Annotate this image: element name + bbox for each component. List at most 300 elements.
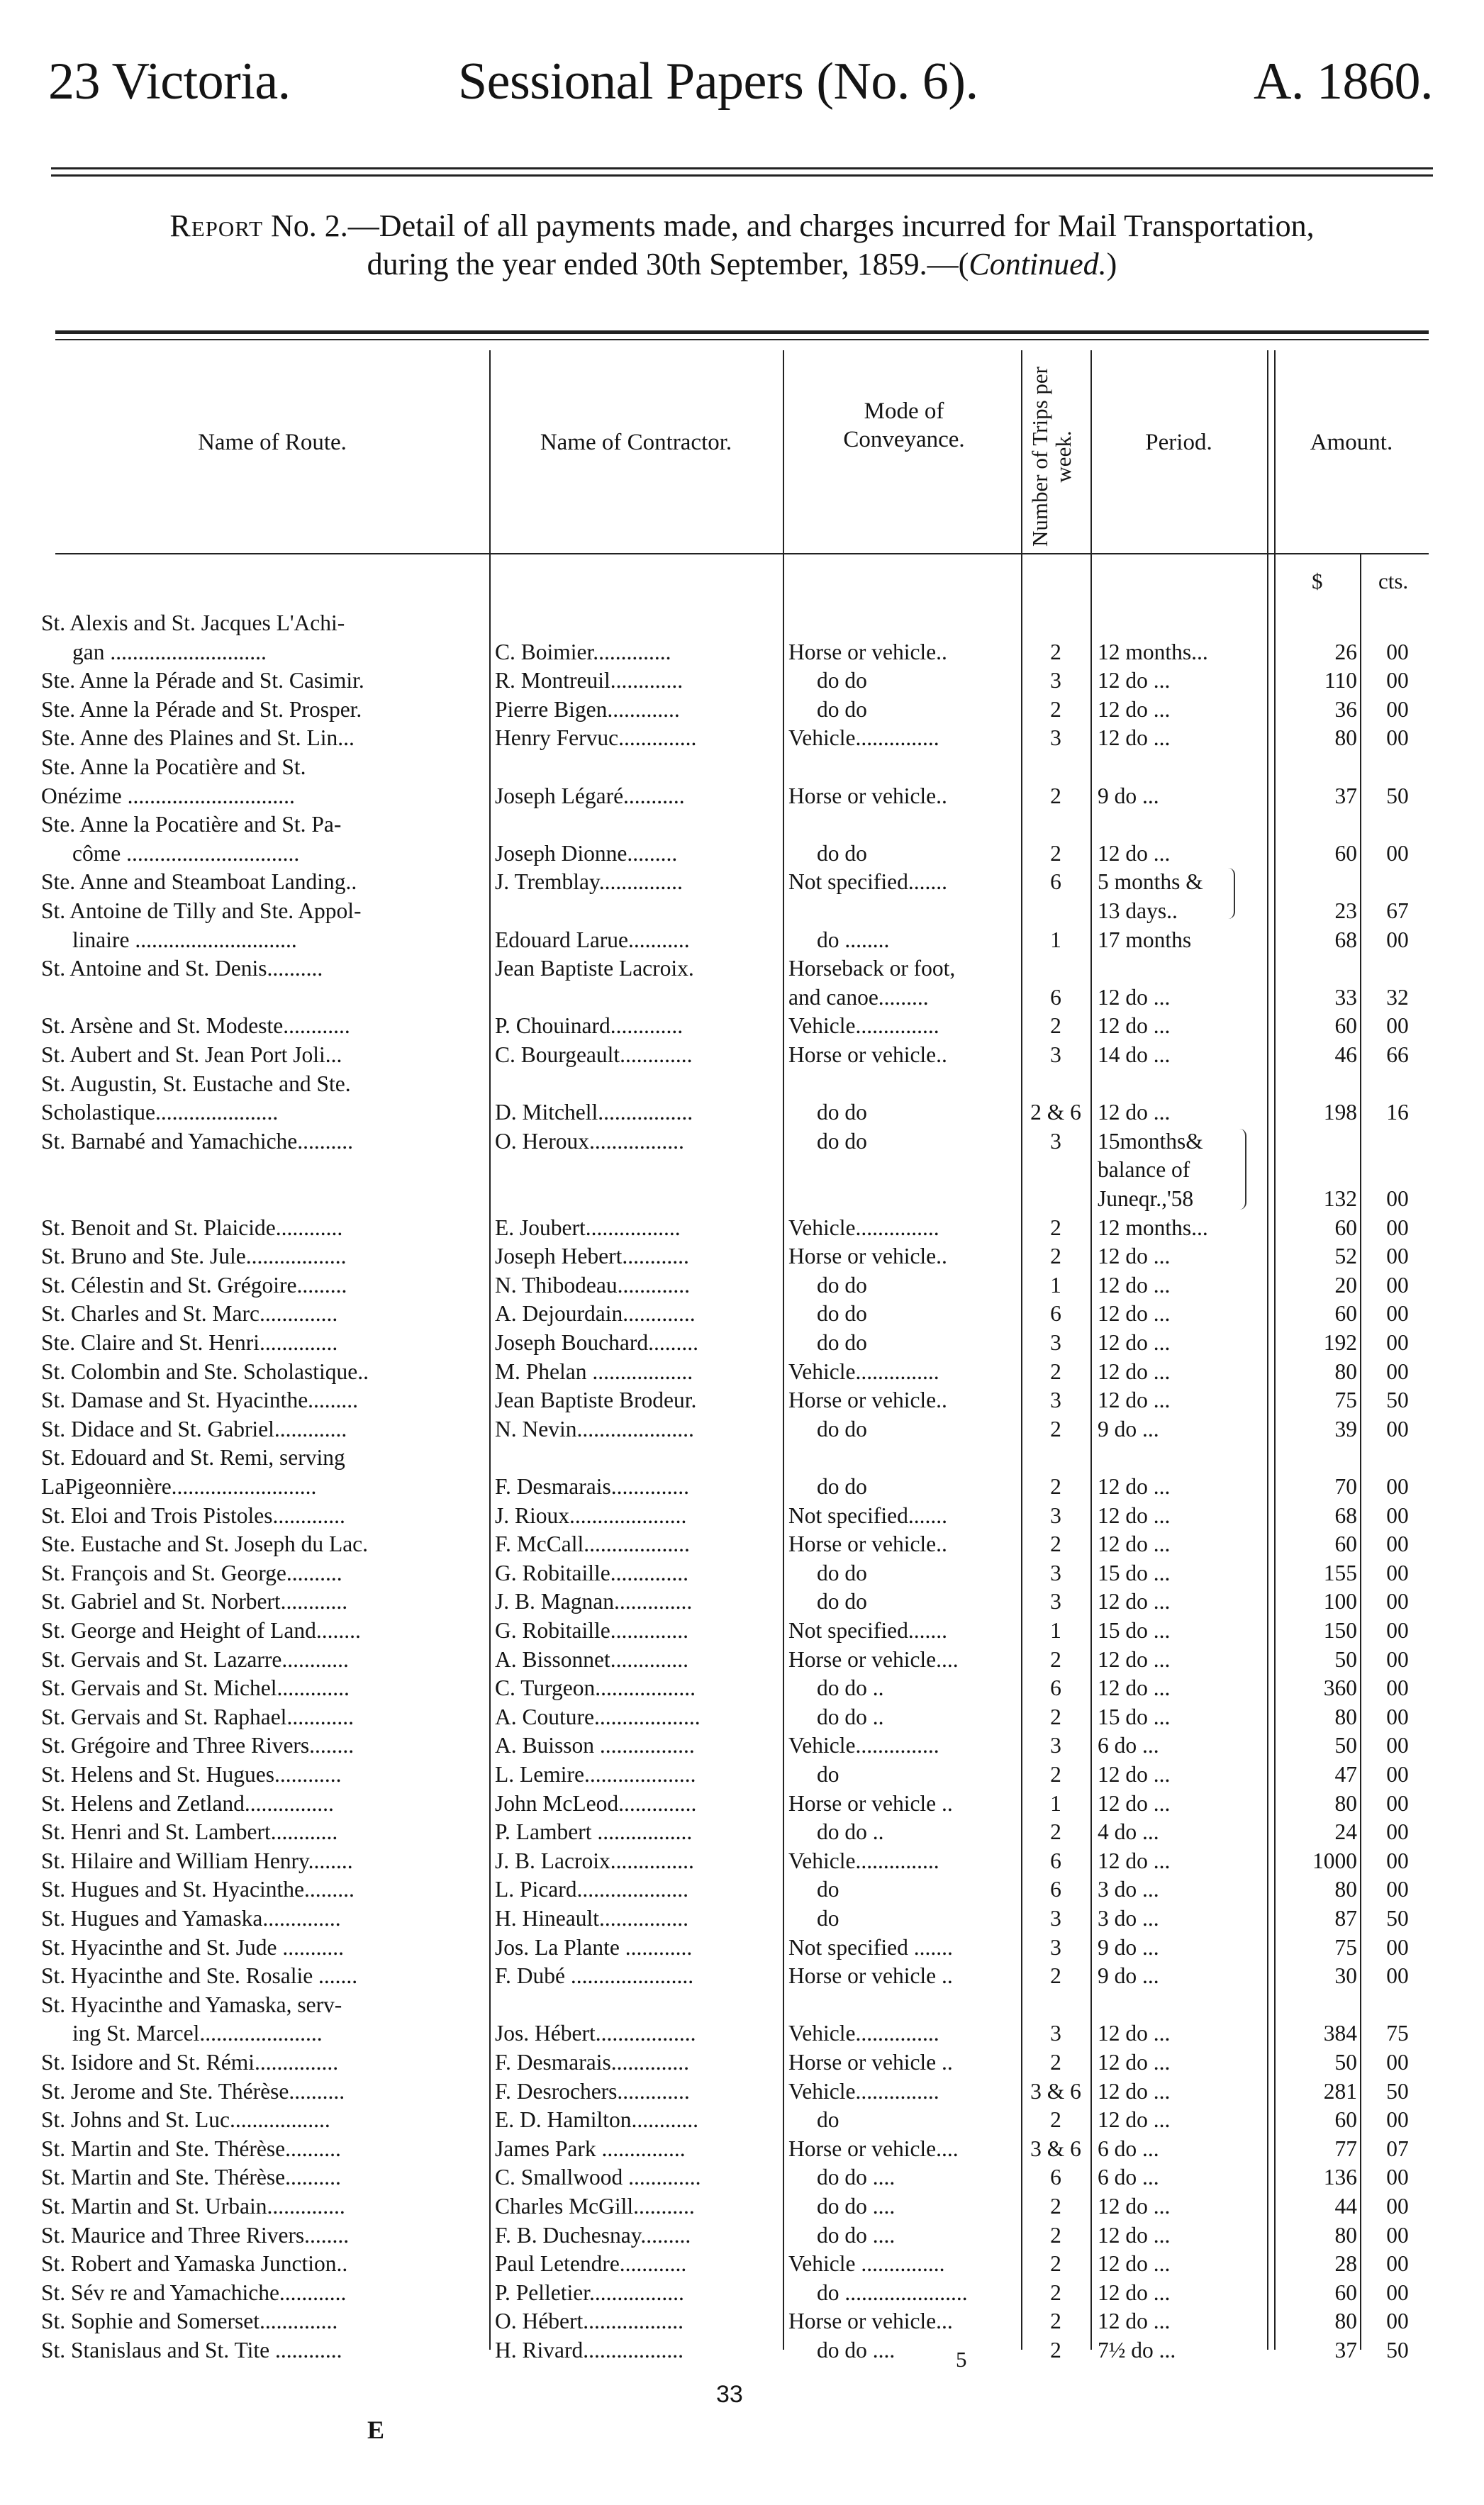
amount-dollars: 1000 xyxy=(1312,1848,1357,1873)
period: 9 do ... xyxy=(1098,1934,1159,1960)
trips-per-week: 3 xyxy=(1050,1589,1061,1614)
contractor-name: G. Robitaille.............. xyxy=(495,1618,688,1643)
table-row xyxy=(0,1817,1484,1846)
route-name: St. Gervais and St. Michel............. xyxy=(41,1675,350,1701)
period: 12 do ... xyxy=(1098,1675,1171,1701)
conveyance-mode: Horse or vehicle.. xyxy=(788,639,947,664)
contractor-name: O. Hébert.................. xyxy=(495,2309,684,2334)
table-row xyxy=(0,2105,1484,2134)
contractor-name: A. Dejourdain............. xyxy=(495,1301,696,1327)
trips-per-week: 3 xyxy=(1050,668,1061,693)
period: 9 do ... xyxy=(1098,1963,1159,1989)
conveyance-mode xyxy=(788,1990,1021,2019)
period: 6 do ... xyxy=(1098,1733,1159,1758)
amount-dollars: 68 xyxy=(1334,927,1357,952)
amount-cents: 00 xyxy=(1386,1502,1409,1528)
period: 12 do ... xyxy=(1098,725,1171,751)
contractor-name: H. Hineault................ xyxy=(495,1906,688,1931)
trips-per-week xyxy=(1021,1443,1090,1472)
amount-dollars: 37 xyxy=(1334,783,1357,808)
amount-dollars xyxy=(1278,1990,1357,2019)
contractor-name xyxy=(495,1990,781,2019)
table-row xyxy=(0,1990,1484,2019)
amount-dollars: 24 xyxy=(1334,1819,1357,1845)
table-row xyxy=(0,695,1484,724)
amount-dollars: 44 xyxy=(1334,2194,1357,2219)
trips-per-week xyxy=(1021,608,1090,637)
contractor-name: N. Thibodeau............. xyxy=(495,1272,691,1298)
route-name: LaPigeonnière.......................... xyxy=(41,1474,317,1499)
period: 12 do ... xyxy=(1098,1589,1171,1614)
conveyance-mode: Vehicle............... xyxy=(788,1733,939,1758)
period: Juneqr.,'58 xyxy=(1098,1186,1194,1211)
amount-cents: 00 xyxy=(1386,1013,1409,1039)
route-name: St. François and St. George.......... xyxy=(41,1560,342,1585)
route-name: côme ............................... xyxy=(72,840,300,866)
period: 12 do ... xyxy=(1098,1762,1171,1787)
contractor-name: James Park ............... xyxy=(495,2136,686,2161)
amount-dollars: 136 xyxy=(1323,2165,1357,2190)
contractor-name: Charles McGill........... xyxy=(495,2194,695,2219)
amount-dollars: 47 xyxy=(1334,1762,1357,1787)
trips-per-week: 3 xyxy=(1050,1502,1061,1528)
route-name xyxy=(41,1155,488,1184)
amount-dollars: 50 xyxy=(1334,1733,1357,1758)
trips-per-week: 3 xyxy=(1050,2021,1061,2046)
contractor-name: C. Bourgeault............. xyxy=(495,1042,693,1067)
conveyance-mode: do do xyxy=(817,1416,867,1441)
amount-dollars: 50 xyxy=(1334,2050,1357,2075)
trips-per-week xyxy=(1021,896,1090,925)
table-row xyxy=(0,2019,1484,2048)
contractor-name: Henry Fervuc.............. xyxy=(495,725,697,751)
conveyance-mode: do do xyxy=(817,696,867,722)
period: 12 do ... xyxy=(1098,2222,1171,2248)
conveyance-mode: do do .... xyxy=(817,2165,896,2190)
route-name: St. Didace and St. Gabriel............. xyxy=(41,1416,347,1441)
cents-unit-label: cts. xyxy=(1378,569,1409,593)
amount-cents: 00 xyxy=(1386,2194,1409,2219)
table-row xyxy=(0,1501,1484,1530)
contractor-name: Joseph Bouchard......... xyxy=(495,1330,698,1355)
table-row xyxy=(0,1731,1484,1760)
contractor-name: Pierre Bigen............. xyxy=(495,696,680,722)
trips-per-week: 2 xyxy=(1050,1013,1061,1039)
table-row xyxy=(0,1846,1484,1875)
page-number: 33 xyxy=(716,2381,743,2408)
conveyance-mode: Horse or vehicle.. xyxy=(788,783,947,808)
conveyance-mode: do do xyxy=(817,668,867,693)
table-row xyxy=(0,1760,1484,1789)
route-name: Ste. Anne la Pocatière and St. Pa- xyxy=(41,812,342,837)
period xyxy=(1098,954,1263,983)
trips-per-week: 2 xyxy=(1050,2107,1061,2133)
route-name: St. Sév re and Yamachiche............ xyxy=(41,2280,347,2305)
amount-dollars: 68 xyxy=(1334,1502,1357,1528)
period-brace xyxy=(1235,1129,1246,1210)
contractor-name: F. Desrochers............. xyxy=(495,2078,690,2104)
amount-dollars: 60 xyxy=(1334,2280,1357,2305)
route-name: St. Hugues and St. Hyacinthe......... xyxy=(41,1877,355,1902)
table-row xyxy=(0,1385,1484,1415)
amount-dollars: 77 xyxy=(1334,2136,1357,2161)
dollars-unit-label: $ xyxy=(1312,569,1323,593)
period: 12 do ... xyxy=(1098,1330,1171,1355)
trips-per-week: 2 xyxy=(1050,696,1061,722)
period: 4 do ... xyxy=(1098,1819,1159,1845)
conveyance-mode: do do .... xyxy=(817,2338,896,2362)
conveyance-mode: and canoe......... xyxy=(788,984,929,1010)
amount-dollars: 80 xyxy=(1334,725,1357,751)
route-name: St. Gabriel and St. Norbert............ xyxy=(41,1589,348,1614)
table-row xyxy=(0,2077,1484,2106)
amount-dollars xyxy=(1278,608,1357,637)
conveyance-mode: do do xyxy=(817,1589,867,1614)
contractor-name: P. Chouinard............. xyxy=(495,1013,684,1039)
amount-dollars xyxy=(1278,1127,1357,1156)
contractor-name: J. B. Magnan.............. xyxy=(495,1589,693,1614)
trips-per-week: 2 & 6 xyxy=(1030,1100,1081,1125)
route-name: Ste. Anne des Plaines and St. Lin... xyxy=(41,725,355,751)
route-name: Ste. Anne la Pocatière and St. xyxy=(41,754,306,779)
table-row xyxy=(0,1472,1484,1501)
amount-cents: 00 xyxy=(1386,725,1409,751)
contractor-name: Jos. La Plante ............ xyxy=(495,1934,693,1960)
period: 12 do ... xyxy=(1098,1244,1171,1269)
period xyxy=(1098,1990,1263,2019)
period: 12 months... xyxy=(1098,639,1208,664)
amount-dollars: 37 xyxy=(1334,2338,1357,2362)
contractor-name: Jean Baptiste Lacroix. xyxy=(495,956,694,981)
amount-dollars: 198 xyxy=(1323,1100,1357,1125)
contractor-name: F. B. Duchesnay......... xyxy=(495,2222,691,2248)
amount-cents: 00 xyxy=(1386,1733,1409,1758)
contractor-name: J. Tremblay............... xyxy=(495,869,683,895)
continued-label: Continued. xyxy=(969,246,1107,281)
route-name: Ste. Claire and St. Henri.............. xyxy=(41,1330,338,1355)
trips-per-week: 3 xyxy=(1050,1906,1061,1931)
table-row xyxy=(0,1098,1484,1127)
table-row xyxy=(0,1242,1484,1271)
amount-dollars: 20 xyxy=(1334,1272,1357,1298)
trips-per-week: 3 xyxy=(1050,1934,1061,1960)
trips-per-week: 2 xyxy=(1050,639,1061,664)
route-name: St. Jerome and Ste. Thérèse.......... xyxy=(41,2078,345,2104)
table-row xyxy=(0,1357,1484,1386)
table-row xyxy=(0,1415,1484,1444)
trips-per-week: 2 xyxy=(1050,1646,1061,1672)
amount-cents: 00 xyxy=(1386,840,1409,866)
period: 12 months... xyxy=(1098,1215,1208,1240)
table-row xyxy=(0,1673,1484,1702)
column-header-amount: Amount. xyxy=(1310,430,1393,455)
trips-per-week: 2 xyxy=(1050,1532,1061,1557)
period: 12 do ... xyxy=(1098,1301,1171,1327)
table-row xyxy=(0,752,1484,781)
route-name: Ste. Eustache and St. Joseph du Lac. xyxy=(41,1532,369,1557)
amount-dollars xyxy=(1278,810,1357,839)
contractor-name xyxy=(495,1155,781,1184)
table-row xyxy=(0,1443,1484,1472)
amount-dollars: 110 xyxy=(1324,668,1357,693)
contractor-name: A. Buisson ................. xyxy=(495,1733,695,1758)
table-top-rule-thin xyxy=(55,339,1429,340)
amount-dollars: 75 xyxy=(1334,1388,1357,1413)
conveyance-mode: Horse or vehicle.. xyxy=(788,1388,947,1413)
table-row xyxy=(0,2278,1484,2307)
contractor-name xyxy=(495,608,781,637)
stray-mark: 5 xyxy=(956,2347,967,2372)
amount-cents xyxy=(1368,608,1427,637)
route-name: Scholastique...................... xyxy=(41,1100,279,1125)
route-name: St. Eloi and Trois Pistoles............. xyxy=(41,1502,345,1528)
period: 3 do ... xyxy=(1098,1906,1159,1931)
route-name: ing St. Marcel...................... xyxy=(72,2021,323,2046)
trips-per-week: 3 & 6 xyxy=(1030,2078,1081,2104)
contractor-name: Edouard Larue........... xyxy=(495,927,690,952)
route-name: St. Aubert and St. Jean Port Joli... xyxy=(41,1042,342,1067)
table-row xyxy=(0,1011,1484,1040)
table-row xyxy=(0,1127,1484,1156)
trips-per-week: 3 xyxy=(1050,1042,1061,1067)
amount-dollars: 60 xyxy=(1334,840,1357,866)
conveyance-mode xyxy=(788,608,1021,637)
amount-dollars: 80 xyxy=(1334,1358,1357,1384)
conveyance-mode: Horse or vehicle .. xyxy=(788,1790,953,1816)
trips-per-week xyxy=(1021,752,1090,781)
conveyance-mode xyxy=(788,810,1021,839)
contractor-name: N. Nevin..................... xyxy=(495,1416,694,1441)
conveyance-mode: Horse or vehicle .. xyxy=(788,1963,953,1989)
contractor-name: Paul Letendre............ xyxy=(495,2251,687,2277)
table-row xyxy=(0,983,1484,1012)
amount-dollars xyxy=(1278,1155,1357,1184)
amount-cents: 00 xyxy=(1386,1358,1409,1384)
period: 12 do ... xyxy=(1098,2280,1171,2305)
contractor-name: O. Heroux................. xyxy=(495,1128,684,1154)
amount-dollars: 60 xyxy=(1334,2107,1357,2133)
period: 15 do ... xyxy=(1098,1560,1171,1585)
conveyance-mode: Not specified....... xyxy=(788,1502,947,1528)
trips-per-week xyxy=(1021,954,1090,983)
amount-cents: 00 xyxy=(1386,1819,1409,1845)
conveyance-mode: do do xyxy=(817,1272,867,1298)
contractor-name: E. D. Hamilton............ xyxy=(495,2107,698,2133)
trips-per-week: 6 xyxy=(1050,869,1061,895)
report-prefix: Report xyxy=(169,208,264,243)
period: 12 do ... xyxy=(1098,2050,1171,2075)
period: 9 do ... xyxy=(1098,783,1159,808)
table-row xyxy=(0,2134,1484,2163)
column-header-trips: Number of Trips per week. xyxy=(1027,366,1076,547)
amount-dollars: 28 xyxy=(1334,2251,1357,2277)
period: 7½ do ... xyxy=(1098,2338,1176,2362)
contractor-name xyxy=(495,983,781,1012)
amount-cents: 16 xyxy=(1386,1100,1409,1125)
table-row xyxy=(0,781,1484,810)
contractor-name: E. Joubert................. xyxy=(495,1215,681,1240)
trips-per-week: 2 xyxy=(1050,783,1061,808)
route-name: St. Martin and St. Urbain.............. xyxy=(41,2194,345,2219)
period: 12 do ... xyxy=(1098,2194,1171,2219)
trips-per-week: 1 xyxy=(1050,927,1061,952)
amount-cents xyxy=(1368,1127,1427,1156)
contractor-name: C. Smallwood ............. xyxy=(495,2165,701,2190)
table-row xyxy=(0,608,1484,637)
trips-per-week: 6 xyxy=(1050,984,1061,1010)
contractor-name: L. Lemire.................... xyxy=(495,1762,696,1787)
amount-cents: 00 xyxy=(1386,2107,1409,2133)
contractor-name xyxy=(495,752,781,781)
period: 12 do ... xyxy=(1098,696,1171,722)
route-name: St. Hyacinthe and Yamaska, serv- xyxy=(41,1992,342,2017)
amount-cents: 00 xyxy=(1386,1646,1409,1672)
trips-per-week: 3 xyxy=(1050,725,1061,751)
table-row xyxy=(0,1271,1484,1300)
conveyance-mode: do ...................... xyxy=(817,2280,968,2305)
route-name: St. Hilaire and William Henry........ xyxy=(41,1848,353,1873)
route-name: St. Damase and St. Hyacinthe......... xyxy=(41,1388,359,1413)
contractor-name: Jos. Hébert.................. xyxy=(495,2021,696,2046)
amount-cents: 00 xyxy=(1386,927,1409,952)
contractor-name xyxy=(495,1443,781,1472)
contractor-name: P. Pelletier................. xyxy=(495,2280,684,2305)
amount-dollars: 100 xyxy=(1323,1589,1357,1614)
amount-cents: 75 xyxy=(1386,2021,1409,2046)
amount-cents: 50 xyxy=(1386,2338,1409,2362)
period: 12 do ... xyxy=(1098,2078,1171,2104)
contractor-name: Jean Baptiste Brodeur. xyxy=(495,1388,697,1413)
amount-dollars: 39 xyxy=(1334,1416,1357,1441)
table-row xyxy=(0,2163,1484,2192)
table-row xyxy=(0,1040,1484,1069)
period: 12 do ... xyxy=(1098,1272,1171,1298)
trips-per-week: 1 xyxy=(1050,1790,1061,1816)
table-row xyxy=(0,1702,1484,1731)
period: 12 do ... xyxy=(1098,1013,1171,1039)
route-name: St. Benoit and St. Plaicide............ xyxy=(41,1215,343,1240)
amount-cents: 00 xyxy=(1386,1474,1409,1499)
amount-cents: 50 xyxy=(1386,1906,1409,1931)
amount-cents: 66 xyxy=(1386,1042,1409,1067)
period: 12 do ... xyxy=(1098,668,1171,693)
conveyance-mode: Horse or vehicle.. xyxy=(788,1042,947,1067)
route-name: St. Johns and St. Luc.................. xyxy=(41,2107,330,2133)
trips-per-week xyxy=(1021,1155,1090,1184)
amount-cents: 00 xyxy=(1386,1877,1409,1902)
period: 12 do ... xyxy=(1098,2107,1171,2133)
conveyance-mode: do xyxy=(817,1877,839,1902)
amount-cents: 00 xyxy=(1386,2050,1409,2075)
conveyance-mode: Vehicle............... xyxy=(788,1848,939,1873)
amount-cents: 00 xyxy=(1386,1532,1409,1557)
amount-cents: 00 xyxy=(1386,1416,1409,1441)
contractor-name: P. Lambert ................. xyxy=(495,1819,693,1845)
report-title-text: No. 2.—Detail of all payments made, and charges incurred for Mail Transportation, xyxy=(271,208,1315,243)
amount-cents: 67 xyxy=(1386,898,1409,923)
route-name: St. Maurice and Three Rivers........ xyxy=(41,2222,350,2248)
amount-dollars: 192 xyxy=(1323,1330,1357,1355)
conveyance-mode: do xyxy=(817,1762,839,1787)
amount-cents: 00 xyxy=(1386,1330,1409,1355)
route-name: St. Stanislaus and St. Tite ............ xyxy=(41,2338,342,2362)
conveyance-mode: do do .... xyxy=(817,2194,896,2219)
table-row xyxy=(0,2336,1484,2365)
report-title-line-2: during the year ended 30th September, 1859.—(Continued.) xyxy=(367,246,1117,281)
header-rule-bottom xyxy=(51,174,1433,177)
amount-cents: 00 xyxy=(1386,696,1409,722)
period: 12 do ... xyxy=(1098,1532,1171,1557)
amount-cents: 00 xyxy=(1386,1848,1409,1873)
route-name: St. George and Height of Land........ xyxy=(41,1618,361,1643)
conveyance-mode: do xyxy=(817,2107,839,2133)
amount-dollars: 26 xyxy=(1334,639,1357,664)
period: 12 do ... xyxy=(1098,2021,1171,2046)
period: 3 do ... xyxy=(1098,1877,1159,1902)
trips-per-week xyxy=(1021,1069,1090,1098)
trips-per-week: 2 xyxy=(1050,2338,1061,2362)
amount-cents: 32 xyxy=(1386,984,1409,1010)
period: 12 do ... xyxy=(1098,1100,1171,1125)
trips-per-week: 2 xyxy=(1050,2222,1061,2248)
conveyance-mode: Vehicle............... xyxy=(788,2021,939,2046)
conveyance-mode xyxy=(788,1155,1021,1184)
contractor-name xyxy=(495,896,781,925)
trips-per-week xyxy=(1021,1990,1090,2019)
route-name: St. Helens and St. Hugues............ xyxy=(41,1762,342,1787)
amount-dollars: 52 xyxy=(1334,1244,1357,1269)
route-name: St. Martin and Ste. Thérèse.......... xyxy=(41,2165,341,2190)
conveyance-mode: Vehicle............... xyxy=(788,2078,939,2104)
contractor-name xyxy=(495,1069,781,1098)
report-title-line-1 xyxy=(50,207,1434,245)
route-name: St. Hyacinthe and St. Jude ........... xyxy=(41,1934,344,1960)
amount-dollars: 80 xyxy=(1334,2309,1357,2334)
table-row xyxy=(0,839,1484,868)
period: 5 months & xyxy=(1098,869,1203,895)
conveyance-mode: Horse or vehicle .. xyxy=(788,2050,953,2075)
amount-cents: 00 xyxy=(1386,1963,1409,1989)
amount-dollars: 60 xyxy=(1334,1532,1357,1557)
trips-per-week: 2 xyxy=(1050,1704,1061,1729)
amount-cents: 00 xyxy=(1386,1560,1409,1585)
route-name: Onézime .............................. xyxy=(41,783,295,808)
amount-dollars: 50 xyxy=(1334,1646,1357,1672)
amount-cents xyxy=(1368,867,1427,896)
amount-cents xyxy=(1368,810,1427,839)
amount-dollars: 80 xyxy=(1334,2222,1357,2248)
column-header-route: Name of Route. xyxy=(198,430,347,455)
contractor-name: J. B. Lacroix............... xyxy=(495,1848,694,1873)
table-row xyxy=(0,2048,1484,2077)
period: 12 do ... xyxy=(1098,840,1171,866)
conveyance-mode: do do xyxy=(817,1474,867,1499)
trips-per-week: 2 xyxy=(1050,840,1061,866)
header-bottom-rule xyxy=(55,553,1429,554)
conveyance-mode: do xyxy=(817,1906,839,1931)
table-row xyxy=(0,1616,1484,1645)
table-row xyxy=(0,723,1484,752)
trips-per-week: 2 xyxy=(1050,1819,1061,1845)
conveyance-mode: Horseback or foot, xyxy=(788,956,956,981)
amount-dollars: 87 xyxy=(1334,1906,1357,1931)
contractor-name: Joseph Légaré........... xyxy=(495,783,685,808)
conveyance-mode: Vehicle............... xyxy=(788,1215,939,1240)
amount-dollars xyxy=(1278,1069,1357,1098)
trips-per-week: 2 xyxy=(1050,2251,1061,2277)
table-row xyxy=(0,1299,1484,1328)
route-name: St. Antoine and St. Denis.......... xyxy=(41,956,323,981)
